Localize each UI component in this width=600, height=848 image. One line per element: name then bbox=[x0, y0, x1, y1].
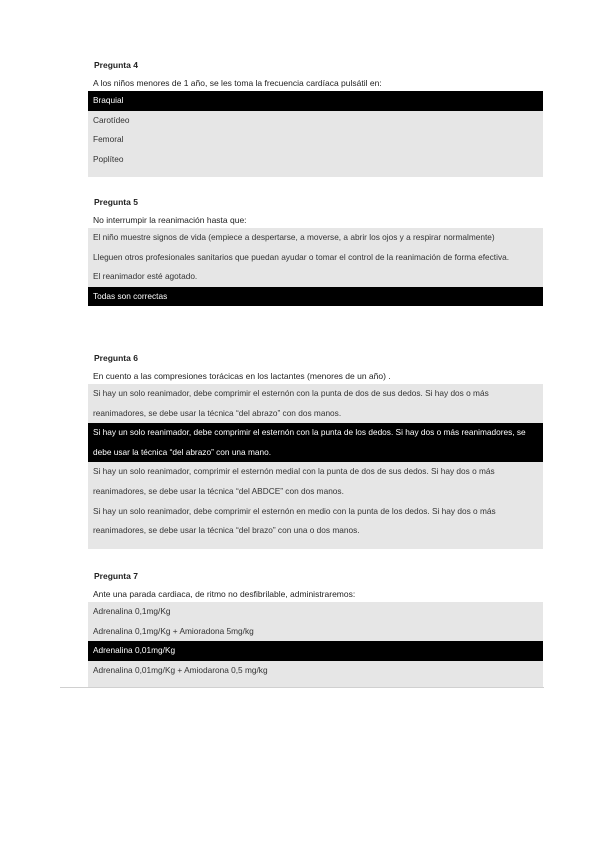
option-adrenalina-0-01-amiodarona[interactable]: Adrenalina 0,01mg/Kg + Amiodarona 0,5 mg/kg bbox=[88, 661, 543, 681]
question-5 bbox=[88, 195, 543, 306]
option-braquial[interactable]: Braquial bbox=[88, 91, 543, 111]
option-otros-profesionales[interactable]: Lleguen otros profesionales sanitarios que puedan ayudar o tomar el control de la reanimación de forma efectiva. bbox=[88, 248, 543, 268]
question-text: A los niños menores de 1 año, se les toma la frecuencia cardíaca pulsátil en: bbox=[93, 78, 382, 88]
option-adrenalina-0-1[interactable]: Adrenalina 0,1mg/Kg bbox=[88, 602, 543, 622]
option-dos-dedos-abrazo-dos-manos[interactable]: Si hay un solo reanimador, debe comprimir el esternón con la punta de dos de sus dedos. Si hay dos o más reanimadores, se debe usar la técnica “del abrazo” con dos manos. bbox=[88, 384, 543, 423]
option-punta-dedos-abrazo-una-mano[interactable]: Si hay un solo reanimador, debe comprimir el esternón con la punta de los dedos. Si hay dos o más reanimadores, se debe usar la técnica “del abrazo” con una mano. bbox=[88, 423, 543, 462]
question-7 bbox=[88, 569, 543, 688]
option-carotideo[interactable]: Carotídeo bbox=[88, 111, 543, 131]
option-signos-de-vida[interactable]: El niño muestre signos de vida (empiece a despertarse, a moverse, a abrir los ojos y a respirar normalmente) bbox=[88, 228, 543, 248]
option-esternon-medial-abdce[interactable]: Si hay un solo reanimador, comprimir el esternón medial con la punta de dos de sus dedos. Si hay dos o más reanimadores, se debe usar la técnica “del ABDCE” con dos manos. bbox=[88, 462, 543, 501]
options-padding bbox=[88, 169, 543, 177]
question-text: En cuento a las compresiones torácicas en los lactantes (menores de un año) . bbox=[93, 371, 391, 381]
options-list bbox=[88, 91, 543, 177]
options-list bbox=[88, 384, 543, 549]
option-reanimador-agotado[interactable]: El reanimador esté agotado. bbox=[88, 267, 543, 287]
option-esternon-en-medio-brazo[interactable]: Si hay un solo reanimador, debe comprimir el esternón en medio con la punta de los dedos. Si hay dos o más reanimadores, se debe usar la técnica “del brazo” con una o dos manos. bbox=[88, 502, 543, 541]
options-list bbox=[88, 602, 543, 688]
option-adrenalina-0-1-amioradona[interactable]: Adrenalina 0,1mg/Kg + Amioradona 5mg/kg bbox=[88, 622, 543, 642]
option-femoral[interactable]: Femoral bbox=[88, 130, 543, 150]
question-title: Pregunta 6 bbox=[94, 353, 138, 363]
option-todas-correctas[interactable]: Todas son correctas bbox=[88, 287, 543, 307]
options-list bbox=[88, 228, 543, 306]
question-text: No interrumpir la reanimación hasta que: bbox=[93, 215, 247, 225]
question-4 bbox=[88, 58, 543, 177]
question-title: Pregunta 4 bbox=[94, 60, 138, 70]
section-divider bbox=[60, 687, 544, 688]
options-padding bbox=[88, 541, 543, 549]
option-popliteo[interactable]: Poplíteo bbox=[88, 150, 543, 170]
option-adrenalina-0-01[interactable]: Adrenalina 0,01mg/Kg bbox=[88, 641, 543, 661]
question-title: Pregunta 5 bbox=[94, 197, 138, 207]
question-title: Pregunta 7 bbox=[94, 571, 138, 581]
question-6 bbox=[88, 351, 543, 549]
question-text: Ante una parada cardiaca, de ritmo no desfibrilable, administraremos: bbox=[93, 589, 356, 599]
